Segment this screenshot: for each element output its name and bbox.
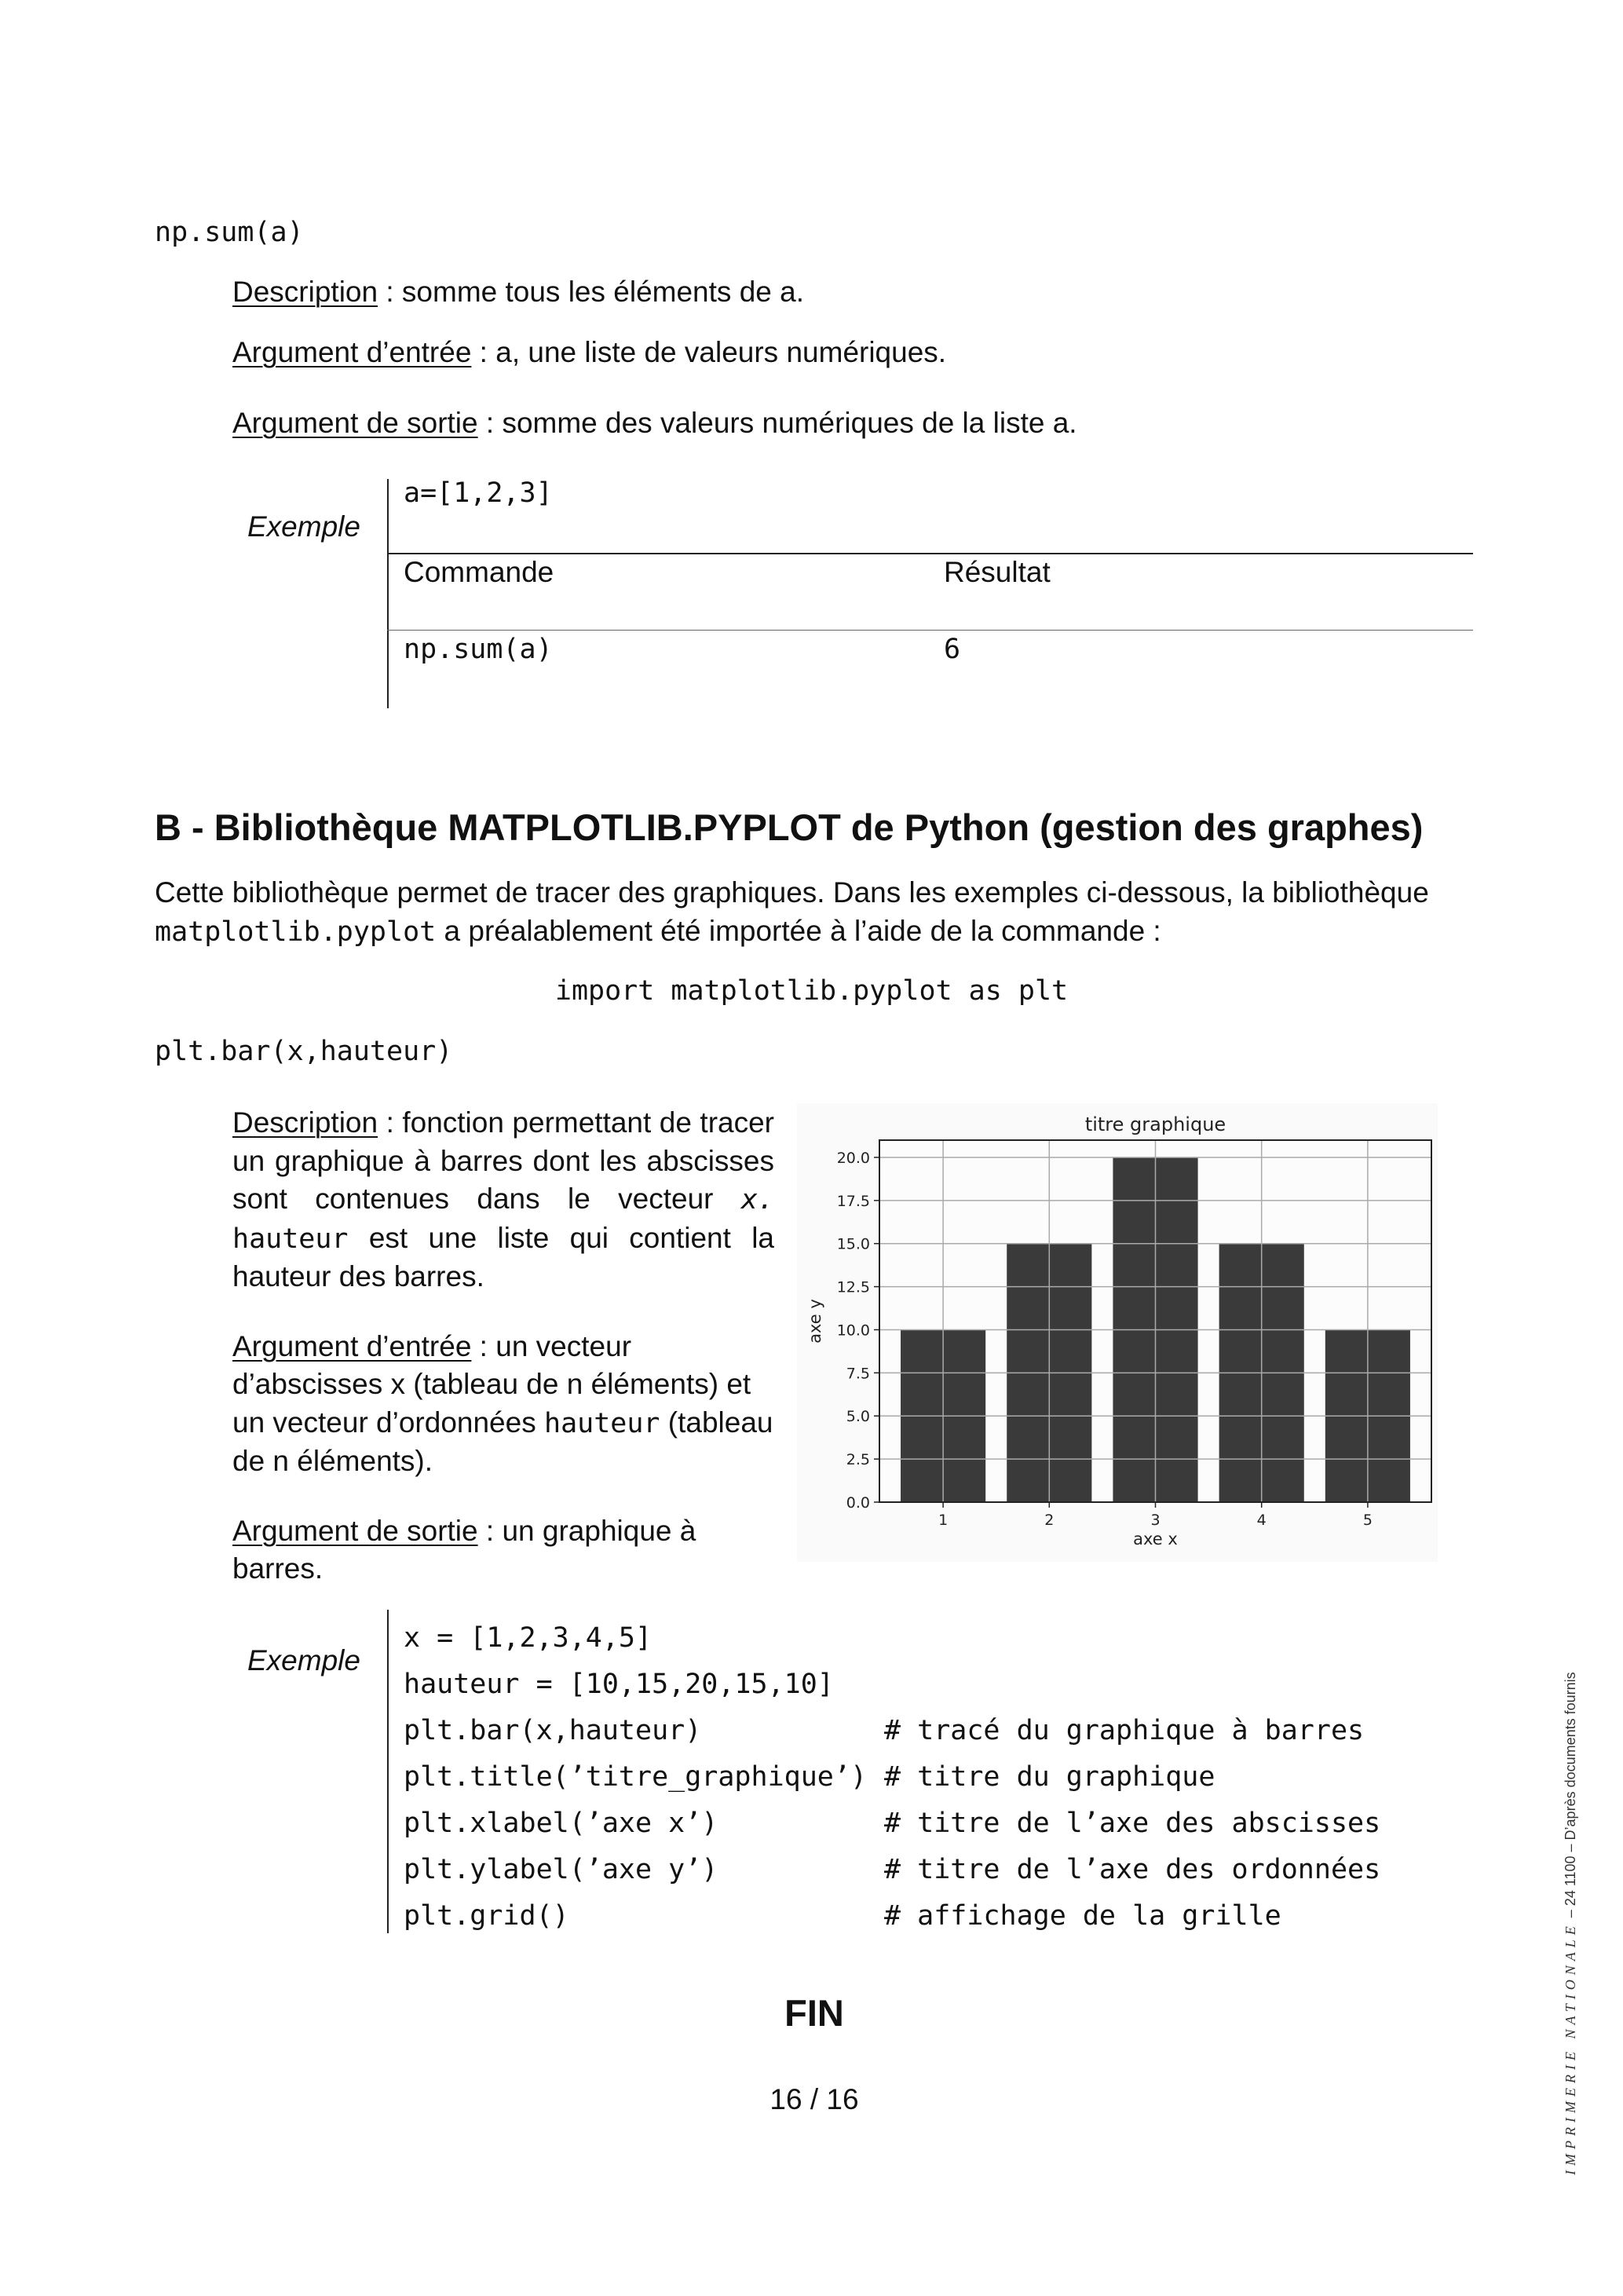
bar-input bbox=[232, 1328, 774, 1481]
side-imprint bbox=[1563, 1672, 1579, 2175]
y-tick-label: 0.0 bbox=[846, 1494, 870, 1512]
text: (tableau de n éléments). bbox=[232, 1406, 773, 1477]
label: Argument de sortie bbox=[232, 1514, 478, 1547]
example-label: Exemple bbox=[247, 510, 360, 543]
divider bbox=[387, 479, 389, 708]
label: Description bbox=[232, 1106, 378, 1139]
row-result: 6 bbox=[944, 634, 961, 665]
y-tick-label: 10.0 bbox=[836, 1322, 870, 1340]
code: x. bbox=[740, 1184, 774, 1216]
label: Argument de sortie bbox=[232, 407, 478, 439]
text: : un vecteur d’abscisses x (tableau de n éléments) et un vecteur d’ordonnées bbox=[232, 1329, 751, 1439]
imprint: IMPRIMERIE NATIONALE bbox=[1563, 1921, 1578, 2175]
example-label: Exemple bbox=[247, 1644, 360, 1676]
code-line: plt.grid() bbox=[404, 1900, 569, 1932]
intro-line-2 bbox=[155, 914, 1161, 949]
end-marker: FIN bbox=[784, 1992, 844, 2034]
code-line: plt.title(’titre_graphique’) bbox=[404, 1761, 868, 1793]
code: matplotlib.pyplot bbox=[155, 916, 437, 948]
code-line: hauteur = [10,15,20,15,10] bbox=[404, 1669, 834, 1700]
bar-description-block bbox=[232, 1104, 774, 1589]
label: Argument d’entrée bbox=[232, 336, 472, 368]
text: a préalablement été importée à l’aide de la commande : bbox=[436, 915, 1161, 947]
text: : somme tous les éléments de a. bbox=[378, 276, 804, 308]
code-comment: # tracé du graphique à barres bbox=[884, 1715, 1365, 1746]
reference: – 24 1100 – D’après documents fournis bbox=[1563, 1672, 1578, 1922]
y-tick-label: 15.0 bbox=[836, 1235, 870, 1253]
intro-line-1: Cette bibliothèque permet de tracer des graphiques. Dans les exemples ci-dessous, la bibliothèque bbox=[155, 876, 1429, 909]
bar-description bbox=[232, 1104, 774, 1296]
page-number: 16 / 16 bbox=[769, 2083, 859, 2115]
x-tick-label: 4 bbox=[1256, 1512, 1267, 1529]
col-result: Résultat bbox=[944, 556, 1051, 588]
code-comment: # titre du graphique bbox=[884, 1761, 1215, 1793]
bar-chart bbox=[797, 1103, 1438, 1562]
code-line: plt.bar(x,hauteur) bbox=[404, 1715, 702, 1746]
text: : a, une liste de valeurs numériques. bbox=[471, 336, 947, 368]
x-tick-label: 1 bbox=[938, 1512, 949, 1529]
sum-description bbox=[232, 275, 804, 309]
y-tick-label: 20.0 bbox=[836, 1149, 870, 1167]
text: : fonction permettant de tracer un graphique à barres dont les abscisses sont contenues dans le vecteur bbox=[232, 1106, 774, 1215]
y-tick-label: 5.0 bbox=[846, 1408, 870, 1426]
chart-title: titre graphique bbox=[1084, 1113, 1226, 1135]
y-tick-label: 7.5 bbox=[846, 1365, 870, 1383]
import-line: import matplotlib.pyplot as plt bbox=[554, 975, 1069, 1007]
code-line: x = [1,2,3,4,5] bbox=[404, 1622, 652, 1654]
bar-output bbox=[232, 1512, 735, 1589]
text: est une liste qui contient la hauteur des barres. bbox=[232, 1221, 774, 1292]
text: : somme des valeurs numériques de la liste a. bbox=[477, 407, 1077, 439]
sum-output bbox=[232, 406, 1077, 441]
divider bbox=[387, 630, 1473, 631]
section-heading: B - Bibliothèque MATPLOTLIB.PYPLOT de Python (gestion des graphes) bbox=[155, 806, 1424, 848]
code: hauteur bbox=[232, 1223, 349, 1255]
divider bbox=[387, 553, 1473, 554]
example-setup: a=[1,2,3] bbox=[404, 477, 553, 509]
code-line: plt.ylabel(’axe y’) bbox=[404, 1854, 718, 1885]
function-signature: np.sum(a) bbox=[155, 217, 304, 248]
row-command: np.sum(a) bbox=[404, 634, 553, 665]
label: Description bbox=[232, 276, 378, 308]
y-tick-label: 17.5 bbox=[836, 1192, 870, 1210]
x-tick-label: 5 bbox=[1362, 1512, 1373, 1529]
text: : un graphique à barres. bbox=[232, 1514, 696, 1585]
y-tick-label: 2.5 bbox=[846, 1451, 870, 1469]
code-comment: # titre de l’axe des ordonnées bbox=[884, 1854, 1381, 1885]
code-line: plt.xlabel(’axe x’) bbox=[404, 1808, 718, 1839]
x-axis-label: axe x bbox=[1133, 1530, 1178, 1548]
divider bbox=[387, 1610, 389, 1933]
code-comment: # titre de l’axe des abscisses bbox=[884, 1808, 1381, 1839]
label: Argument d’entrée bbox=[232, 1329, 472, 1362]
chart-svg bbox=[797, 1103, 1438, 1562]
y-tick-label: 12.5 bbox=[836, 1278, 870, 1296]
col-command: Commande bbox=[404, 556, 554, 588]
x-tick-label: 3 bbox=[1150, 1512, 1161, 1529]
function-signature: plt.bar(x,hauteur) bbox=[155, 1036, 453, 1067]
x-tick-label: 2 bbox=[1044, 1512, 1055, 1529]
y-axis-label: axe y bbox=[806, 1299, 824, 1344]
code: hauteur bbox=[544, 1407, 660, 1439]
code-comment: # affichage de la grille bbox=[884, 1900, 1281, 1932]
sum-input bbox=[232, 335, 946, 370]
